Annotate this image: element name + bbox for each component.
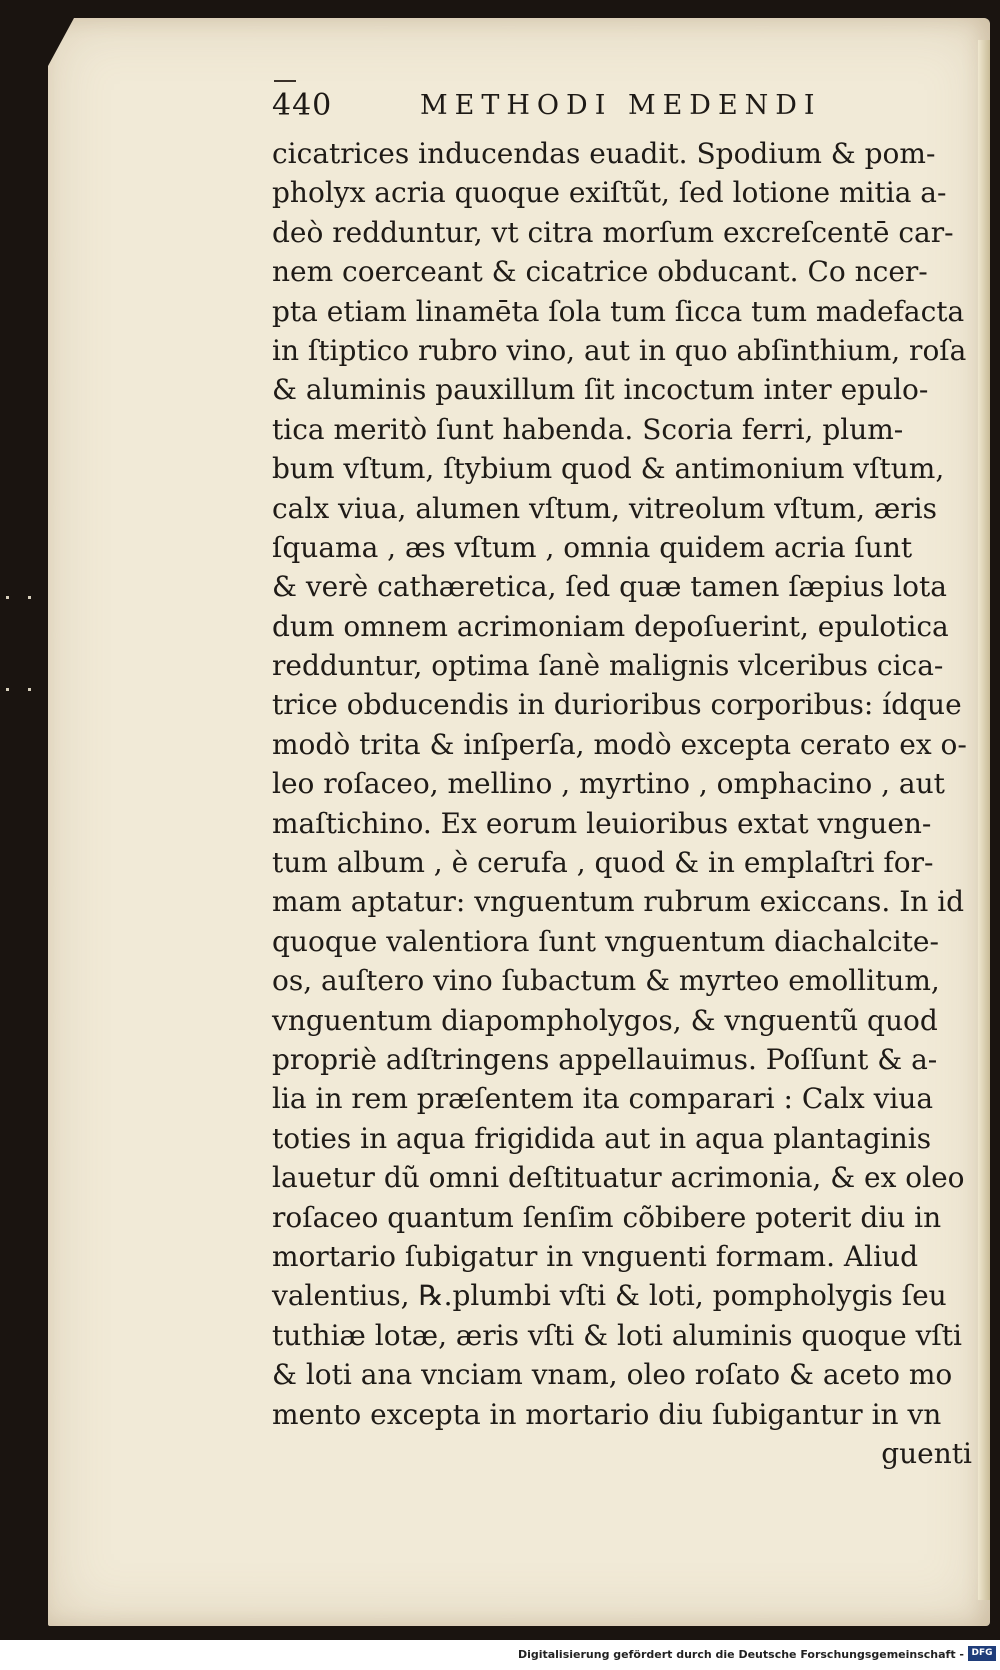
text-line: quoque valentiora ſunt vnguentum diachalcite- — [272, 924, 939, 958]
text-line: lia in rem præſentem ita comparari : Calx viua — [272, 1082, 934, 1116]
text-line: toties in aqua frigidida aut in aqua plantaginis — [272, 1121, 932, 1155]
text-line: nem coerceant & cicatrice obducant. Co ncer- — [272, 255, 928, 289]
text-line: & aluminis pauxillum ſit incoctum inter epulo- — [272, 373, 929, 407]
text-line: leo roſaceo, mellino , myrtino , omphacino , aut — [272, 767, 945, 801]
text-line: roſaceo quantum ſenſim cõbibere poterit diu in — [272, 1200, 942, 1234]
text-line: os, auſtero vino ſubactum & myrteo emollitum, — [272, 964, 940, 998]
body-text — [272, 134, 972, 1473]
dust-mark — [6, 596, 9, 599]
dust-mark — [6, 688, 9, 691]
dust-mark — [28, 688, 31, 691]
page-corner-fold — [48, 18, 74, 66]
catchword: guenti — [881, 1436, 972, 1470]
text-line: redduntur, optima ſanè malignis vlceribus cica- — [272, 649, 944, 683]
text-line: mam aptatur: vnguentum rubrum exiccans. In id — [272, 885, 965, 919]
text-line: cicatrices inducendas euadit. Spodium & pom- — [272, 137, 936, 170]
text-line: mento excepta in mortario diu ſubigantur in vn — [272, 1397, 942, 1431]
text-line: pta etiam linamēta ſola tum ſicca tum madefacta — [272, 294, 965, 328]
text-line: vnguentum diapompholygos, & vnguentũ quod — [272, 1003, 938, 1037]
page-edge — [978, 40, 990, 1600]
text-line: ſquama , æs vſtum , omnia quidem acria ſunt — [272, 530, 913, 564]
text-line: pholyx acria quoque exiſtũt, ſed lotione mitia a- — [272, 176, 947, 210]
text-line: & loti ana vnciam vnam, oleo roſato & aceto mo — [272, 1358, 953, 1392]
page-number-rule — [274, 80, 296, 82]
text-line: lauetur dũ omni deſtituatur acrimonia, & ex oleo — [272, 1161, 965, 1195]
text-line: calx viua, alumen vſtum, vitreolum vſtum, æris — [272, 491, 937, 525]
text-line: tum album , è cerufa , quod & in emplaſtri for- — [272, 846, 934, 880]
text-line: propriè adſtringens appellauimus. Poſſunt & a- — [272, 1042, 938, 1076]
text-line: trice obducendis in durioribus corporibus: ídque — [272, 688, 962, 722]
text-line: dum omnem acrimoniam depoſuerint, epulotica — [272, 609, 949, 643]
text-line: deò redduntur, vt citra morſum excreſcentē car- — [272, 215, 954, 249]
text-line: maſtichino. Ex eorum leuioribus extat vnguen- — [272, 806, 932, 840]
text-line: tica meritò ſunt habenda. Scoria ferri, plum- — [272, 412, 904, 446]
text-line: mortario ſubigatur in vnguenti formam. Aliud — [272, 1239, 918, 1273]
header-title: METHODI MEDENDI — [420, 90, 822, 121]
text-line: tuthiæ lotæ, æris vſti & loti aluminis quoque vſti — [272, 1318, 962, 1352]
running-head — [272, 88, 892, 128]
text-line: & verè cathæretica, ſed quæ tamen ſæpius lota — [272, 570, 947, 604]
text-line: modò trita & inſperſa, modò excepta cerato ex o- — [272, 727, 967, 761]
page-number: 440 — [272, 88, 333, 123]
text-line: bum vſtum, ſtybium quod & antimonium vſtum, — [272, 452, 945, 486]
funding-credit: Digitalisierung gefördert durch die Deutsche Forschungsgemeinschaft - — [517, 1648, 964, 1661]
dust-mark — [28, 596, 31, 599]
text-line: valentius, ℞.plumbi vſti & loti, pompholygis ſeu — [272, 1279, 947, 1313]
text-line: in ſtiptico rubro vino, aut in quo abſinthium, roſa — [272, 333, 967, 367]
footer-bar — [0, 1640, 1000, 1670]
dfg-logo: DFG — [968, 1646, 996, 1661]
